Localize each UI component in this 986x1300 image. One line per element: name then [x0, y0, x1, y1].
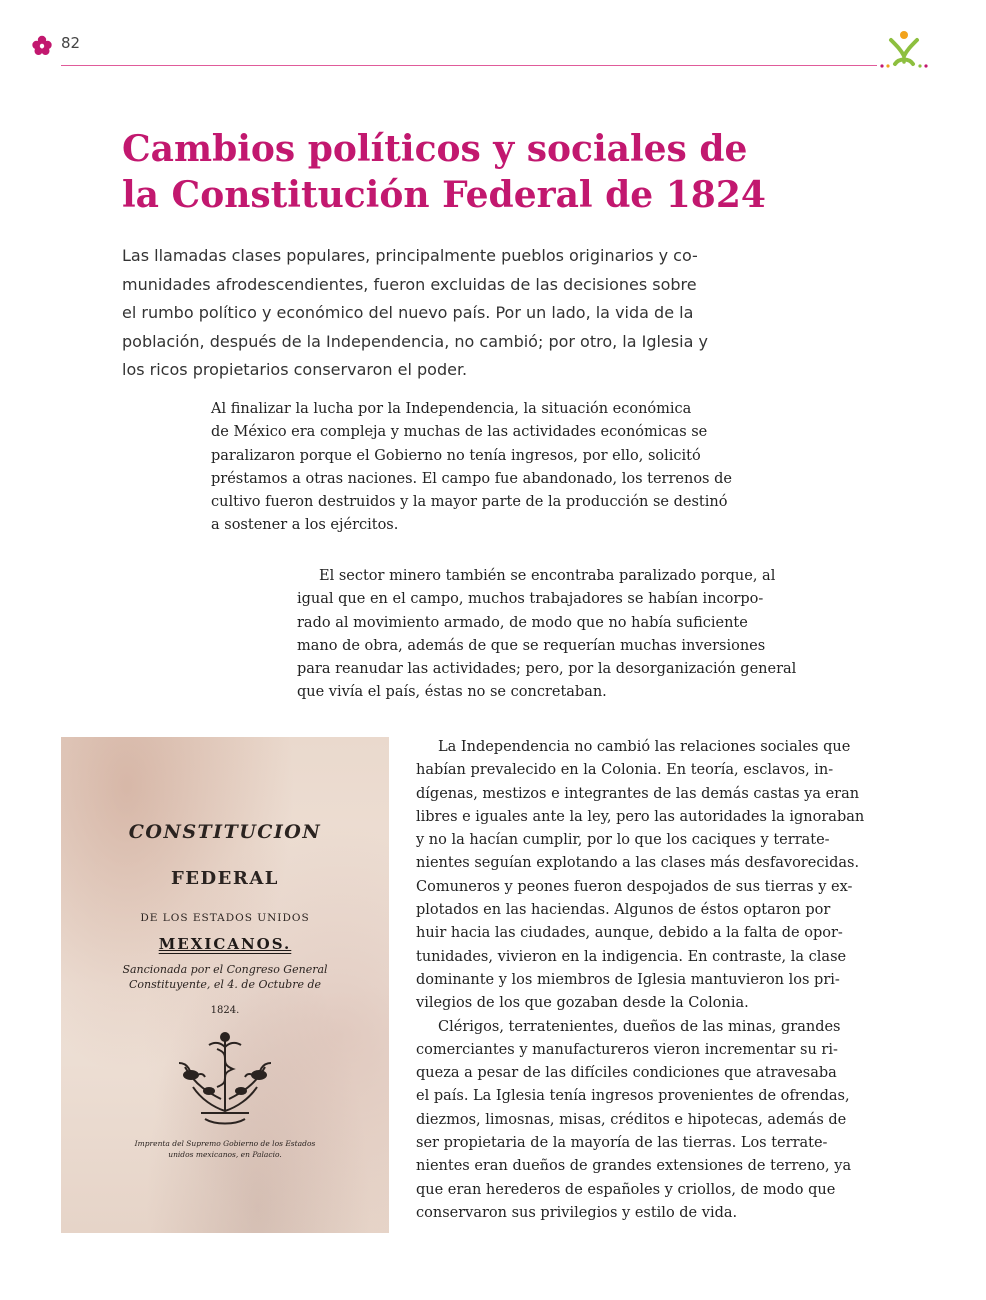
- text-line: el rumbo político y económico del nuevo país. Por un lado, la vida de la: [122, 303, 694, 322]
- text-line: queza a pesar de las difíciles condiciones que atravesaba: [416, 1065, 837, 1082]
- text-line: cultivo fueron destruidos y la mayor parte de la producción se destinó: [211, 494, 728, 511]
- text-line: dominante y los miembros de Iglesia mantuvieron los pri-: [416, 971, 840, 988]
- text-line: huir hacia las ciudades, aunque, debido a la falta de opor-: [416, 925, 843, 942]
- emblem-icon: [165, 1027, 285, 1137]
- text-line: igual que en el campo, muchos trabajadores se habían incorpo-: [297, 591, 764, 608]
- text-line: Las llamadas clases populares, principalmente pueblos originarios y co-: [122, 246, 698, 265]
- cover-caption-line: Sancionada por el Congreso General: [122, 963, 328, 976]
- cover-title-line: CONSTITUCION: [128, 821, 322, 843]
- text-line: munidades afrodescendientes, fueron excluidas de las decisiones sobre: [122, 274, 697, 294]
- paragraph-social: [416, 736, 886, 1225]
- page-title: [122, 126, 822, 218]
- text-line: diezmos, limosnas, misas, créditos e hipotecas, además de: [416, 1111, 847, 1128]
- cover-title-line: FEDERAL: [171, 868, 279, 889]
- text-line: que vivía el país, éstas no se concretaban.: [297, 684, 607, 701]
- text-line: que eran herederos de españoles y criollos, de modo que: [416, 1181, 836, 1198]
- text-line: población, después de la Independencia, no cambió; por otro, la Iglesia y: [122, 331, 708, 351]
- text-line: nientes eran dueños de grandes extensiones de terreno, ya: [416, 1158, 852, 1175]
- page-number: 82: [61, 34, 81, 52]
- text-line: préstamos a otras naciones. El campo fue abandonado, los terrenos de: [211, 470, 732, 487]
- cover-imprint-line: unidos mexicanos, en Palacio.: [168, 1150, 282, 1159]
- cover-caption-line: Constituyente, el 4. de Octubre de: [128, 978, 322, 991]
- cover-year: 1824.: [210, 1005, 240, 1016]
- flower-icon: [30, 33, 54, 57]
- title-line: Cambios políticos y sociales de: [122, 128, 748, 170]
- text-line: Comuneros y peones fueron despojados de sus tierras y ex-: [416, 878, 853, 895]
- paragraph-economy: [211, 398, 771, 538]
- text-line: mano de obra, además de que se requerían muchas inversiones: [297, 637, 766, 654]
- text-line: ser propietaria de la mayoría de las tierras. Los terrate-: [416, 1135, 828, 1152]
- text-line: rado al movimiento armado, de modo que no había suficiente: [297, 614, 748, 631]
- text-line: dígenas, mestizos e integrantes de las demás castas ya eran: [416, 785, 860, 802]
- header-rule: [61, 65, 877, 66]
- logo-icon: [883, 28, 925, 70]
- text-line: el país. La Iglesia tenía ingresos provenientes de ofrendas,: [416, 1088, 850, 1105]
- intro-paragraph: [122, 242, 722, 385]
- text-line: Al finalizar la lucha por la Independencia, la situación económica: [211, 401, 692, 417]
- text-line: paralizaron porque el Gobierno no tenía ingresos, por ello, solicitó: [211, 447, 701, 464]
- cover-imprint-line: Imprenta del Supremo Gobierno de los Estados: [134, 1139, 316, 1148]
- text-line: y no la hacían cumplir, por lo que los caciques y terrate-: [416, 832, 830, 849]
- paragraph-mining: [297, 565, 817, 705]
- text-line: plotados en las haciendas. Algunos de éstos optaron por: [416, 902, 831, 919]
- text-line: El sector minero también se encontraba paralizado porque, al: [319, 568, 776, 584]
- cover-subtitle-line: DE LOS ESTADOS UNIDOS: [140, 912, 310, 924]
- cover-subtitle-line: MEXICANOS.: [158, 935, 292, 953]
- text-line: vilegios de los que gozaban desde la Colonia.: [416, 995, 749, 1012]
- text-line: comerciantes y manufactureros vieron incrementar su ri-: [416, 1041, 838, 1058]
- text-line: los ricos propietarios conservaron el poder.: [122, 360, 468, 379]
- text-line: para reanudar las actividades; pero, por la desorganización general: [297, 661, 797, 678]
- text-line: habían prevalecido en la Colonia. En teoría, esclavos, in-: [416, 762, 834, 779]
- text-line: conservaron sus privilegios y estilo de vida.: [416, 1204, 738, 1221]
- text-line: nientes seguían explotando a las clases más desfavorecidas.: [416, 855, 860, 872]
- constitution-cover-image: [61, 737, 389, 1233]
- text-line: tunidades, vivieron en la indigencia. En contraste, la clase: [416, 948, 847, 965]
- text-line: La Independencia no cambió las relaciones sociales que: [438, 739, 851, 755]
- text-line: Clérigos, terratenientes, dueños de las minas, grandes: [438, 1018, 841, 1035]
- text-line: libres e iguales ante la ley, pero las autoridades la ignoraban: [416, 808, 865, 825]
- title-line: la Constitución Federal de 1824: [122, 174, 766, 216]
- text-line: de México era compleja y muchas de las actividades económicas se: [211, 424, 708, 441]
- text-line: a sostener a los ejércitos.: [211, 517, 399, 534]
